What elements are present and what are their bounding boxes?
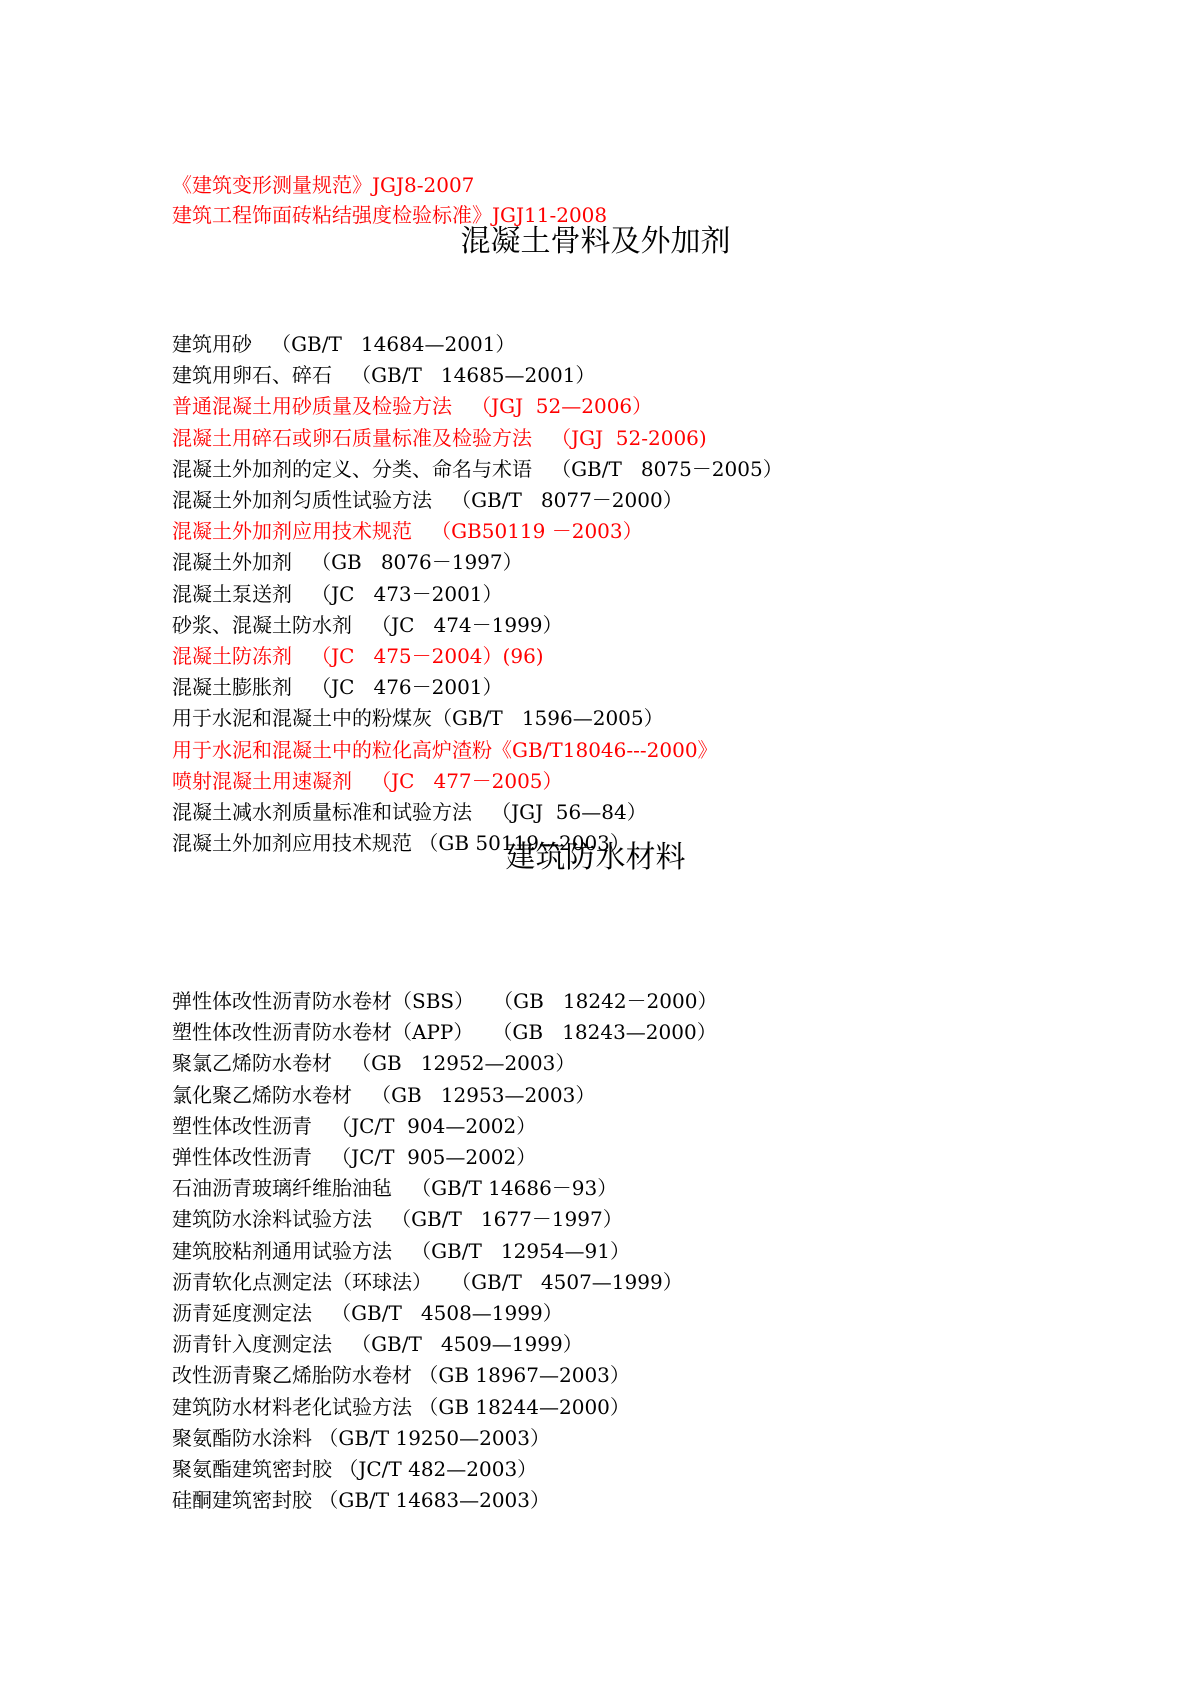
standard-line: 喷射混凝土用速凝剂 （JC 477－2005） [172, 768, 563, 793]
standard-line: 《建筑变形测量规范》JGJ8-2007 [172, 173, 475, 197]
section-heading-concrete-admixtures: 混凝土骨料及外加剂 [460, 224, 731, 259]
standard-line: 建筑防水涂料试验方法 （GB/T 1677－1997） [172, 1207, 623, 1232]
standard-line: 改性沥青聚乙烯胎防水卷材 （GB 18967—2003） [172, 1363, 630, 1388]
standard-line: 塑性体改性沥青防水卷材（APP） （GB 18243—2000） [172, 1020, 717, 1045]
standard-line: 混凝土外加剂应用技术规范 （GB 50119—2003） [172, 831, 630, 856]
standard-line: 用于水泥和混凝土中的粉煤灰（GB/T 1596—2005） [172, 706, 664, 731]
standard-line: 建筑用砂 （GB/T 14684—2001） [172, 332, 516, 356]
standard-line: 混凝土外加剂 （GB 8076－1997） [172, 550, 523, 575]
standard-line: 弹性体改性沥青 （JC/T 905—2002） [172, 1145, 537, 1169]
standard-line: 普通混凝土用砂质量及检验方法 （JGJ 52—2006） [172, 394, 653, 419]
standard-line: 混凝土用碎石或卵石质量标准及检验方法 （JGJ 52-2006) [172, 425, 707, 450]
standard-line: 混凝土外加剂应用技术规范 （GB50119 －2003） [172, 519, 643, 544]
standard-line: 混凝土防冻剂 （JC 475－2004）(96) [172, 644, 544, 668]
standard-line: 混凝土减水剂质量标准和试验方法 （JGJ 56—84） [172, 800, 647, 824]
standard-line: 弹性体改性沥青防水卷材（SBS） （GB 18242－2000） [172, 989, 718, 1013]
standard-line: 砂浆、混凝土防水剂 （JC 474－1999） [172, 612, 563, 637]
standard-line: 混凝土外加剂匀质性试验方法 （GB/T 8077－2000） [172, 488, 683, 512]
standard-line: 混凝土泵送剂 （JC 473－2001） [172, 581, 503, 606]
standard-line: 沥青延度测定法 （GB/T 4508—1999） [172, 1301, 563, 1325]
standard-line: 混凝土外加剂的定义、分类、命名与术语 （GB/T 8075－2005） [172, 456, 783, 481]
standard-line: 氯化聚乙烯防水卷材 （GB 12953—2003） [172, 1082, 596, 1107]
standard-line: 建筑防水材料老化试验方法 （GB 18244—2000） [172, 1394, 630, 1419]
standard-line: 建筑胶粘剂通用试验方法 （GB/T 12954—91） [172, 1238, 630, 1263]
standard-line: 聚氯乙烯防水卷材 （GB 12952—2003） [172, 1051, 576, 1076]
standard-line: 建筑工程饰面砖粘结强度检验标准》JGJ11-2008 [172, 203, 608, 227]
section-heading-waterproof-materials: 建筑防水材料 [505, 840, 686, 875]
standard-line: 沥青软化点测定法（环球法） （GB/T 4507—1999） [172, 1269, 683, 1294]
standard-line: 石油沥青玻璃纤维胎油毡 （GB/T 14686－93） [172, 1176, 618, 1201]
standard-line: 混凝土膨胀剂 （JC 476－2001） [172, 675, 503, 700]
standard-line: 用于水泥和混凝土中的粒化高炉渣粉《GB/T18046---2000》 [172, 737, 718, 762]
standard-line: 硅酮建筑密封胶 （GB/T 14683—2003） [172, 1488, 550, 1513]
standard-line: 聚氨酯建筑密封胶 （JC/T 482—2003） [172, 1457, 538, 1481]
standard-line: 塑性体改性沥青 （JC/T 904—2002） [172, 1113, 537, 1138]
standard-line: 聚氨酯防水涂料 （GB/T 19250—2003） [172, 1425, 550, 1450]
standard-line: 建筑用卵石、碎石 （GB/T 14685—2001） [172, 363, 596, 388]
standard-line: 沥青针入度测定法 （GB/T 4509—1999） [172, 1332, 583, 1357]
